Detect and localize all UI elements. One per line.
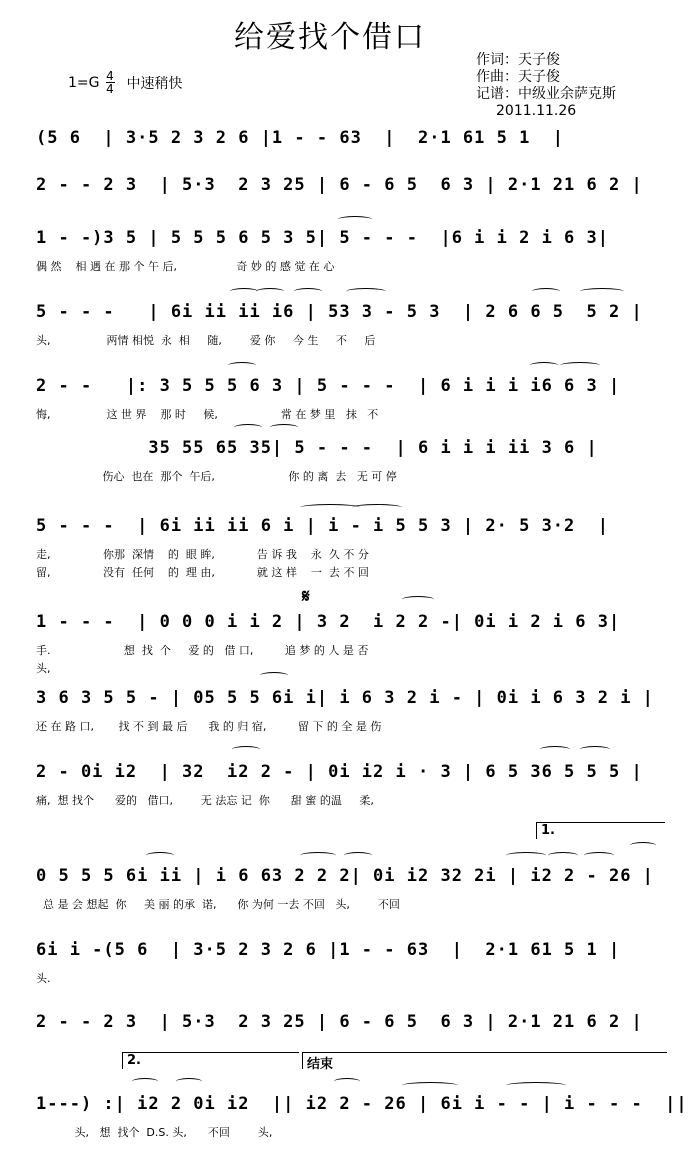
slur-12	[560, 362, 600, 369]
first-ending	[536, 822, 665, 839]
song-title: 给爱找个借口	[234, 20, 426, 55]
slur-11	[530, 362, 558, 369]
notation-row-1: (5 6 | 3·5 2 3 2 6 |1 - - 63 | 2·1 61 5 1 |	[36, 128, 565, 148]
slur-18	[540, 746, 570, 753]
slur-13	[300, 504, 360, 511]
first-ending-label: 1.	[541, 823, 555, 838]
slur-8	[228, 362, 256, 369]
notation-row-11: 0 5 5 5 6i ii | i 6 63 2 2 2| 0i i2 32 2i | i2 2 - 26 |	[36, 866, 654, 886]
slur-2	[230, 288, 258, 295]
lyricist-credit: 作词：天子俊	[476, 52, 560, 68]
notation-row-12: 6i i -(5 6 | 3·5 2 3 2 6 |1 - - 63 | 2·1 61 5 1 |	[36, 940, 621, 960]
slur-14	[352, 504, 402, 511]
slur-24	[548, 852, 578, 859]
slur-20	[146, 852, 174, 859]
slur-23	[506, 852, 546, 859]
time-top: 4	[106, 69, 114, 83]
slur-21	[300, 852, 336, 859]
notation-row-10: 2 - 0i i2 | 32 i2 2 - | 0i i2 i · 3 | 6 5 36 5 5 5 |	[36, 762, 643, 782]
time-signature	[106, 70, 115, 95]
tempo-marking: 中速稍快	[126, 75, 183, 92]
slur-16	[260, 672, 288, 679]
notation-row-7: 5 - - - | 6i ii ii 6 i | i - i 5 5 3 | 2· 5 3·2 |	[36, 516, 609, 536]
lyric-line-12-1: 头.	[36, 972, 51, 985]
slur-22	[344, 852, 372, 859]
slur-5	[346, 288, 386, 295]
segno-sign: 𝄋	[302, 586, 310, 607]
key-signature	[68, 70, 183, 95]
notation-row-14: 1---) :| i2 2 0i i2 || i2 2 - 26 | 6i i - - | i - - - ||	[36, 1094, 688, 1114]
notation-row-5: 2 - - |: 3 5 5 5 6 3 | 5 - - - | 6 i i i i6 6 3 |	[36, 376, 621, 396]
composer-credit: 作曲：天子俊	[476, 69, 560, 85]
slur-3	[256, 288, 284, 295]
slur-17	[232, 746, 260, 753]
slur-1	[338, 216, 372, 223]
slur-29	[334, 1078, 360, 1085]
transcriber-credit: 记谱：中级业余萨克斯	[476, 86, 616, 102]
credits-block	[476, 52, 616, 120]
notation-row-8: 1 - - - | 0 0 0 i i 2 | 3 2 i 2 2 -| 0i i 2 i 6 3|	[36, 612, 621, 632]
second-ending-label: 2.	[127, 1053, 141, 1068]
final-ending	[302, 1052, 667, 1072]
notation-row-2: 2 - - 2 3 | 5·3 2 3 25 | 6 - 6 5 6 3 | 2·1 21 6 2 |	[36, 175, 643, 195]
lyric-line-6-1: 伤心 也在 那个 午后, 你 的 离 去 无 可 停	[36, 470, 397, 483]
slur-6	[532, 288, 560, 295]
lyric-line-8-1: 手. 想 找 个 爱 的 借 口, 追 梦 的 人 是 否	[36, 644, 369, 657]
slur-19	[580, 746, 610, 753]
final-ending-label: 结束	[307, 1057, 334, 1072]
lyric-line-7-1: 走, 你那 深情 的 眼 眸, 告 诉 我 永 久 不 分	[36, 548, 369, 561]
date-credit: 2011.11.26	[496, 103, 577, 119]
lyric-line-5-1: 悔, 这 世 界 那 时 候, 常 在 梦 里 抹 不	[36, 408, 379, 421]
lyric-line-7-2: 留, 没有 任何 的 理 由, 就 这 样 一 去 不 回	[36, 566, 369, 579]
slur-7	[580, 288, 624, 295]
time-bottom: 4	[106, 82, 114, 96]
slur-28	[176, 1078, 202, 1085]
lyric-line-9-1: 还 在 路 口, 找 不 到 最 后 我 的 归 宿, 留 下 的 全 是 伤	[36, 720, 382, 733]
slur-30	[402, 1082, 458, 1089]
notation-row-3: 1 - -)3 5 | 5 5 5 6 5 3 5| 5 - - - |6 i i 2 i 6 3|	[36, 228, 609, 248]
slur-25	[584, 852, 614, 859]
lyric-line-14-1: 头, 想 找个 D.S. 头, 不回 头,	[36, 1126, 273, 1139]
second-ending	[122, 1052, 299, 1069]
slur-26	[630, 842, 656, 849]
lyric-line-8-2: 头,	[36, 662, 51, 675]
notation-row-4: 5 - - - | 6i ii ii i6 | 53 3 - 5 3 | 2 6 6 5 5 2 |	[36, 302, 643, 322]
slur-4	[294, 288, 322, 295]
lyric-line-11-1: 总 是 会 想起 你 美 丽 的承 诺, 你 为何 一去 不回 头, 不回	[36, 898, 400, 911]
lyric-line-10-1: 痛, 想 找个 爱的 借口, 无 法忘 记 你 甜 蜜 的温 柔,	[36, 794, 374, 807]
lyric-line-4-1: 头, 两情 相悦 永 相 随, 爱 你 今 生 不 后	[36, 334, 376, 347]
notation-row-6: 35 55 65 35| 5 - - - | 6 i i i ii 3 6 |	[36, 438, 598, 458]
notation-row-13: 2 - - 2 3 | 5·3 2 3 25 | 6 - 6 5 6 3 | 2·1 21 6 2 |	[36, 1012, 643, 1032]
slur-9	[234, 424, 262, 431]
slur-27	[132, 1078, 158, 1085]
key-label: 1=G	[68, 74, 100, 91]
slur-15	[402, 596, 434, 603]
notation-row-9: 3 6 3 5 5 - | 05 5 5 6i i| i 6 3 2 i - | 0i i 6 3 2 i |	[36, 688, 654, 708]
slur-10	[270, 424, 298, 431]
slur-31	[506, 1082, 566, 1089]
lyric-line-3-1: 偶 然 相 遇 在 那 个 午 后, 奇 妙 的 感 觉 在 心	[36, 260, 335, 273]
